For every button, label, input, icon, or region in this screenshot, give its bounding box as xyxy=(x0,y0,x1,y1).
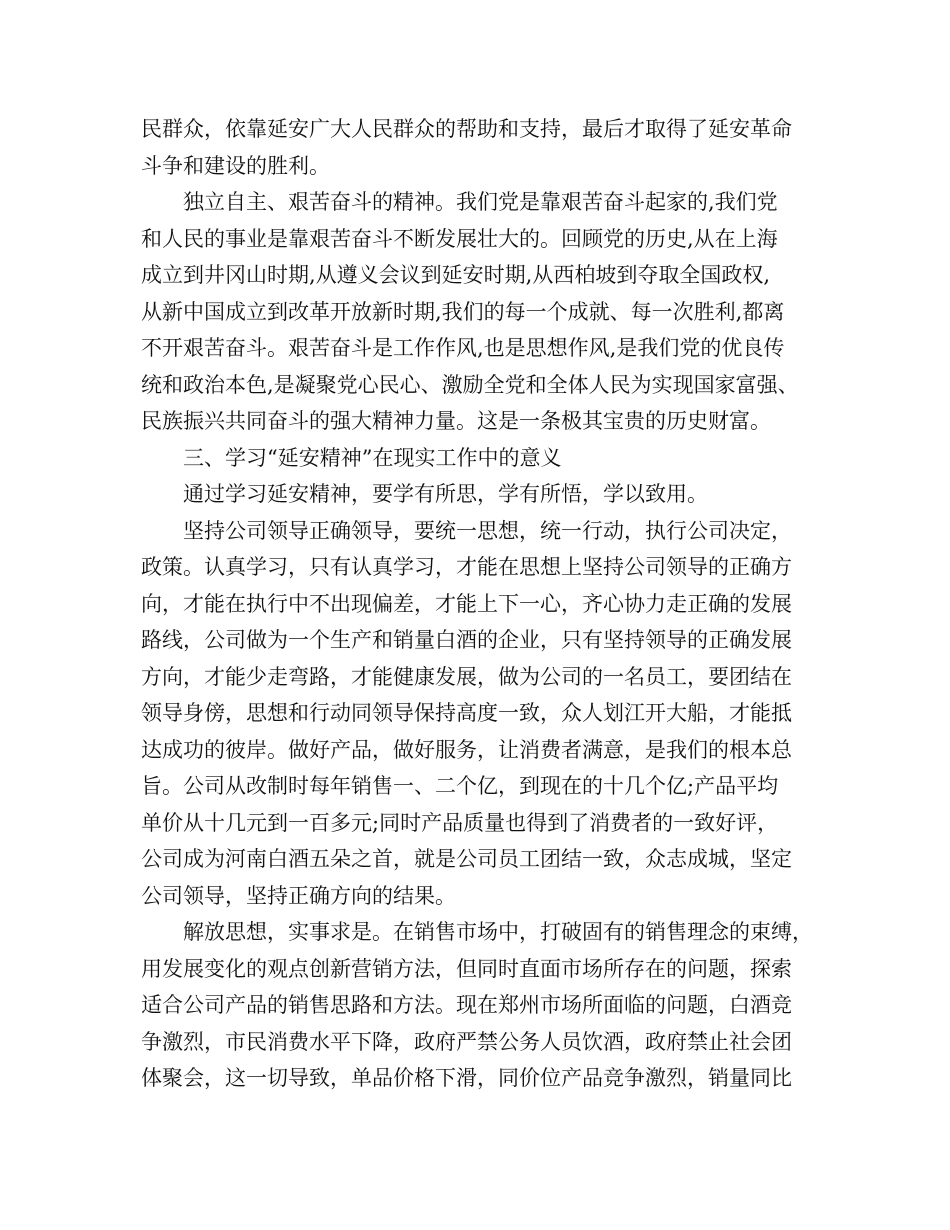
text-line: 民群众，依靠延安广大人民群众的帮助和支持，最后才取得了延安革命 xyxy=(141,117,792,141)
text-line: 政策。认真学习，只有认真学习，才能在思想上坚持公司领导的正确方 xyxy=(141,555,792,579)
text-line: 达成功的彼岸。做好产品，做好服务，让消费者满意，是我们的根本总 xyxy=(141,737,792,762)
text-line: 解放思想，实事求是。在销售市场中，打破固有的销售理念的束缚， xyxy=(183,920,813,944)
text-line: 统和政治本色,是凝聚党心民心、激励全党和全体人民为实现国家富强、 xyxy=(141,372,799,397)
text-line: 从新中国成立到改革开放新时期,我们的每一个成就、每一次胜利,都离 xyxy=(141,299,785,324)
text-line: 三、学习“延安精神”在现实工作中的意义 xyxy=(183,445,562,470)
text-line: 公司领导，坚持正确方向的结果。 xyxy=(141,883,456,908)
text-line: 斗争和建设的胜利。 xyxy=(141,153,330,178)
text-line: 成立到井冈山时期,从遵义会议到延安时期,从西柏坡到夺取全国政权, xyxy=(141,263,771,287)
text-line: 和人民的事业是靠艰苦奋斗不断发展壮大的。回顾党的历史,从在上海 xyxy=(141,226,778,251)
text-line: 公司成为河南白酒五朵之首，就是公司员工团结一致，众志成城，坚定 xyxy=(141,847,792,871)
text-line: 单价从十几元到一百多元;同时产品质量也得到了消费者的一致好评， xyxy=(141,810,779,835)
text-line: 不开艰苦奋斗。艰苦奋斗是工作作风,也是思想作风,是我们党的优良传 xyxy=(141,336,785,360)
text-line: 争激烈，市民消费水平下降，政府严禁公务人员饮酒，政府禁止社会团 xyxy=(141,1029,792,1054)
text-line: 民族振兴共同奋斗的强大精神力量。这是一条极其宝贵的历史财富。 xyxy=(141,409,771,433)
text-line: 旨。公司从改制时每年销售一、二个亿，到现在的十几个亿;产品平均 xyxy=(141,774,779,798)
text-line: 用发展变化的观点创新营销方法，但同时直面市场所存在的问题，探索 xyxy=(141,956,792,981)
text-line: 独立自主、艰苦奋斗的精神。我们党是靠艰苦奋斗起家的,我们党 xyxy=(183,190,778,214)
text-line: 方向，才能少走弯路，才能健康发展，做为公司的一名员工，要团结在 xyxy=(141,664,792,689)
text-line: 路线，公司做为一个生产和销量白酒的企业，只有坚持领导的正确发展 xyxy=(141,628,792,652)
text-line: 体聚会，这一切导致，单品价格下滑，同价位产品竞争激烈，销量同比 xyxy=(141,1066,792,1090)
text-line: 向，才能在执行中不出现偏差，才能上下一心，齐心协力走正确的发展 xyxy=(141,591,792,616)
text-line: 适合公司产品的销售思路和方法。现在郑州市场所面临的问题，白酒竞 xyxy=(141,993,792,1017)
document-body xyxy=(141,111,825,1097)
text-line: 坚持公司领导正确领导，要统一思想，统一行动，执行公司决定， xyxy=(183,518,792,543)
text-line: 领导身傍，思想和行动同领导保持高度一致，众人划江开大船，才能抵 xyxy=(141,701,792,725)
text-line: 通过学习延安精神，要学有所思，学有所悟，学以致用。 xyxy=(183,482,708,506)
